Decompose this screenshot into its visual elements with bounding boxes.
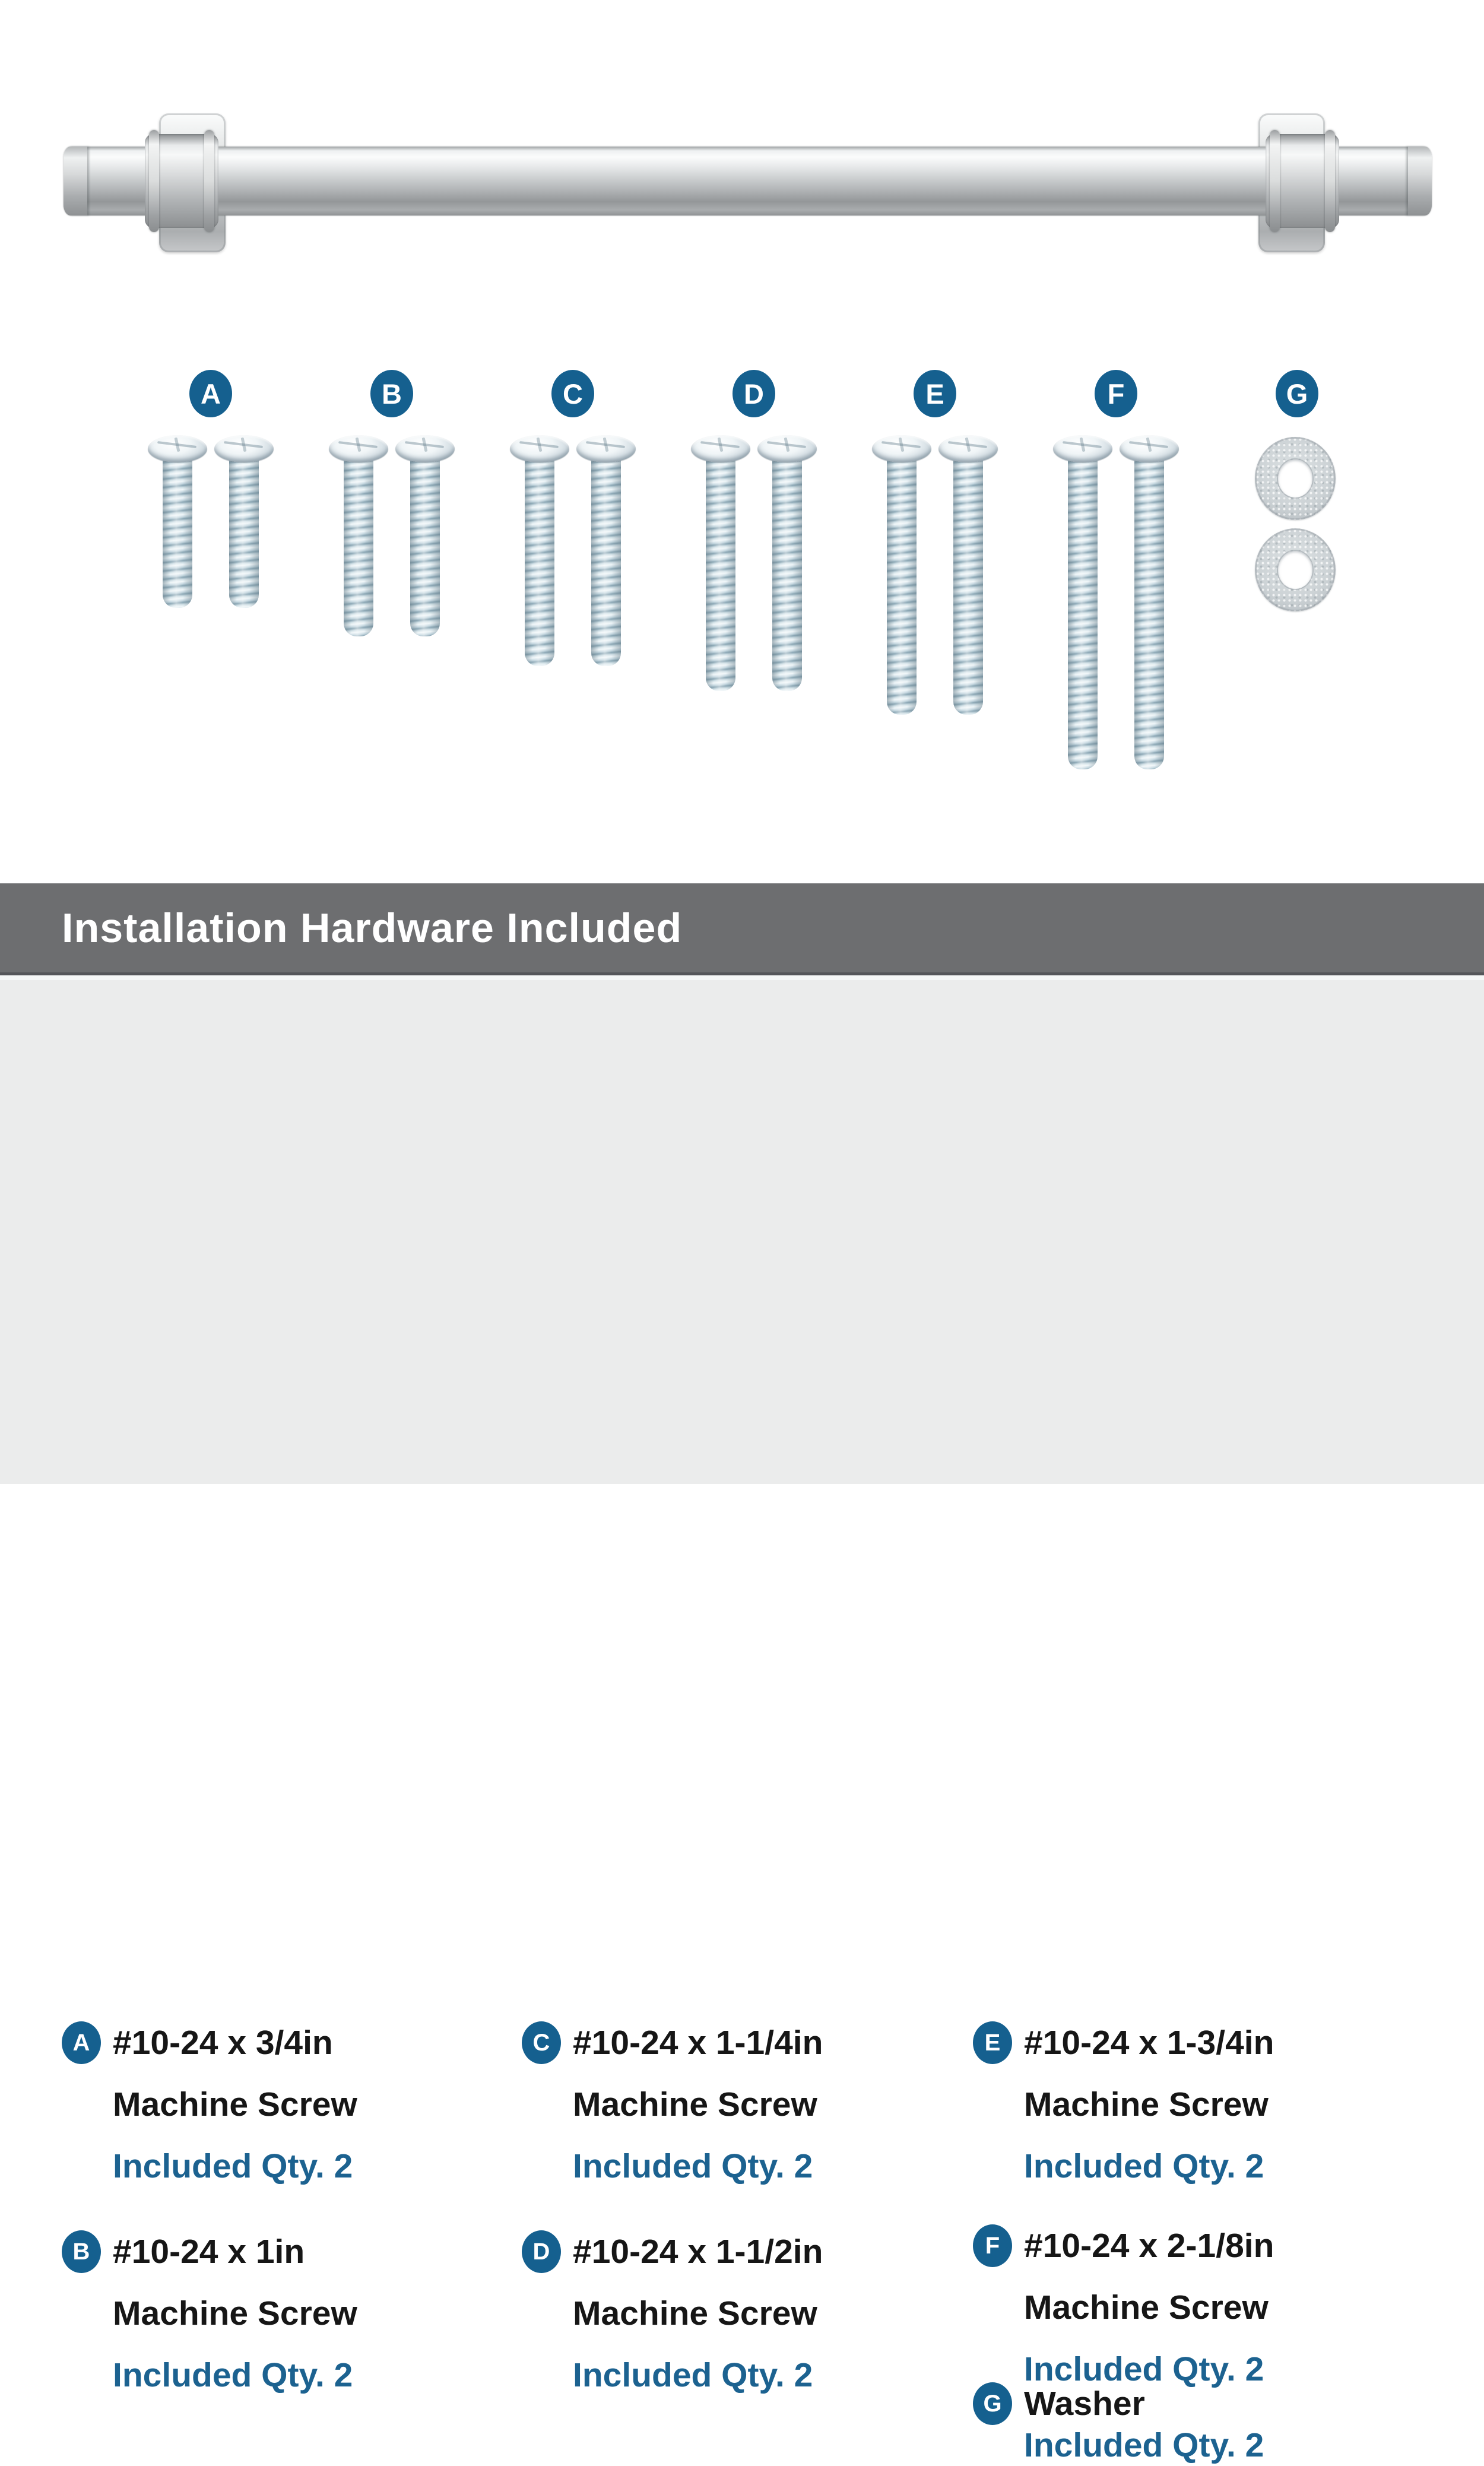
screw-head <box>1120 435 1179 462</box>
screw-head <box>510 435 569 462</box>
item-badge-c: C <box>522 2021 561 2064</box>
machine-screw-d1 <box>691 435 750 691</box>
screw-head <box>938 435 998 462</box>
machine-screw-a2 <box>214 435 274 608</box>
item-qty: Included Qty. 2 <box>573 2356 813 2394</box>
screw-shank <box>772 458 802 691</box>
part-label-d: D <box>733 370 775 417</box>
washer-1 <box>1255 437 1336 520</box>
screw-shank <box>591 458 621 666</box>
item-qty: Included Qty. 2 <box>1024 2426 1264 2464</box>
item-size: #10-24 x 3/4in <box>113 2024 333 2062</box>
washer-2 <box>1255 528 1336 611</box>
handle-post-collar-left <box>145 134 218 228</box>
bar-pull-handle <box>64 147 1432 215</box>
screw-head <box>872 435 931 462</box>
screw-head <box>148 435 207 462</box>
item-name: Machine Screw <box>573 2085 817 2123</box>
item-size: #10-24 x 1-1/4in <box>573 2024 823 2062</box>
item-badge-e: E <box>973 2021 1012 2064</box>
item-name: Machine Screw <box>1024 2289 1269 2326</box>
item-name: Machine Screw <box>113 2294 357 2332</box>
hardware-list-section <box>0 975 1484 2464</box>
part-label-a: A <box>189 370 232 417</box>
screw-shank <box>229 458 259 608</box>
machine-screw-a1 <box>148 435 207 608</box>
item-qty: Included Qty. 2 <box>1024 2147 1264 2185</box>
item-size: #10-24 x 1-3/4in <box>1024 2024 1274 2062</box>
screw-head <box>576 435 636 462</box>
part-label-b: B <box>370 370 413 417</box>
item-size: #10-24 x 1-1/2in <box>573 2233 823 2271</box>
screw-shank <box>953 458 983 715</box>
part-label-e: E <box>914 370 956 417</box>
item-badge-b: B <box>62 2230 101 2273</box>
machine-screw-f1 <box>1053 435 1112 769</box>
part-label-f: F <box>1095 370 1137 417</box>
screw-head <box>214 435 274 462</box>
hardware-banner <box>0 883 1484 975</box>
machine-screw-c1 <box>510 435 569 666</box>
banner-title: Installation Hardware Included <box>62 905 683 951</box>
item-size: #10-24 x 1in <box>113 2233 305 2271</box>
part-label-c: C <box>551 370 594 417</box>
screw-shank <box>1134 458 1164 769</box>
screw-shank <box>1068 458 1098 769</box>
screw-head <box>395 435 455 462</box>
machine-screw-d2 <box>757 435 817 691</box>
screw-head <box>757 435 817 462</box>
screw-shank <box>163 458 192 608</box>
item-badge-d: D <box>522 2230 561 2273</box>
machine-screw-b2 <box>395 435 455 636</box>
item-name: Machine Screw <box>113 2085 357 2123</box>
machine-screw-c2 <box>576 435 636 666</box>
screw-head <box>1053 435 1112 462</box>
machine-screw-e1 <box>872 435 931 715</box>
item-name: Machine Screw <box>573 2294 817 2332</box>
item-qty: Included Qty. 2 <box>113 2356 353 2394</box>
item-size: Washer <box>1024 2385 1145 2423</box>
screw-head <box>691 435 750 462</box>
screw-shank <box>887 458 917 715</box>
item-badge-f: F <box>973 2224 1012 2267</box>
item-badge-a: A <box>62 2021 101 2064</box>
screw-head <box>329 435 388 462</box>
screw-shank <box>344 458 373 636</box>
machine-screw-b1 <box>329 435 388 636</box>
item-size: #10-24 x 2-1/8in <box>1024 2227 1274 2265</box>
screw-shank <box>525 458 554 666</box>
machine-screw-f2 <box>1120 435 1179 769</box>
screw-shank <box>706 458 735 691</box>
item-badge-g: G <box>973 2382 1012 2425</box>
handle-post-collar-right <box>1266 134 1339 228</box>
machine-screw-e2 <box>938 435 998 715</box>
part-label-g: G <box>1276 370 1318 417</box>
item-qty: Included Qty. 2 <box>113 2147 353 2185</box>
item-qty: Included Qty. 2 <box>573 2147 813 2185</box>
item-qty: Included Qty. 2 <box>1024 2350 1264 2388</box>
screw-shank <box>410 458 440 636</box>
item-name: Machine Screw <box>1024 2085 1269 2123</box>
